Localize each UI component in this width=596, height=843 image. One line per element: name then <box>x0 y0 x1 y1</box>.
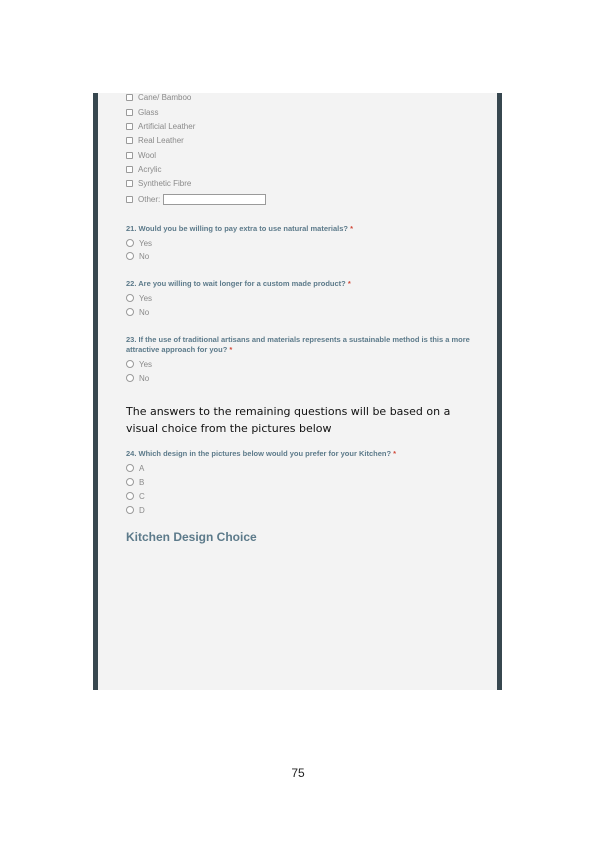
checkbox-icon[interactable] <box>126 166 133 173</box>
radio-icon[interactable] <box>126 252 134 260</box>
option-label: Synthetic Fibre <box>138 178 192 188</box>
radio-icon[interactable] <box>126 360 134 368</box>
radio-option-d[interactable] <box>126 503 145 517</box>
checkbox-option-wool[interactable] <box>126 148 156 162</box>
option-label: C <box>139 491 145 501</box>
checkbox-option-synthetic-fibre[interactable] <box>126 176 191 190</box>
radio-option-a[interactable] <box>126 461 144 475</box>
required-marker: * <box>229 345 233 354</box>
radio-icon[interactable] <box>126 464 134 472</box>
question-text: 21. Would you be willing to pay extra to use natural materials? <box>126 224 348 233</box>
checkbox-icon[interactable] <box>126 94 133 101</box>
other-text-input[interactable] <box>163 194 266 205</box>
option-label: Yes <box>139 238 153 248</box>
required-marker: * <box>347 279 351 288</box>
question-text: 23. If the use of traditional artisans and materials represents a sustainable method is this a more attractive approach for you? <box>126 335 470 354</box>
page-number: 75 <box>291 766 305 780</box>
checkbox-option-artificial-leather[interactable] <box>126 119 195 133</box>
checkbox-icon[interactable] <box>126 196 133 203</box>
radio-icon[interactable] <box>126 492 134 500</box>
question-text: 22. Are you willing to wait longer for a custom made product? <box>126 279 346 288</box>
radio-icon[interactable] <box>126 506 134 514</box>
radio-option-no[interactable] <box>126 305 149 319</box>
radio-option-no[interactable] <box>126 371 149 385</box>
radio-icon[interactable] <box>126 308 134 316</box>
radio-option-no[interactable] <box>126 249 149 263</box>
checkbox-option-real-leather[interactable] <box>126 133 184 147</box>
section-title: Kitchen Design Choice <box>126 530 257 544</box>
option-label: Glass <box>138 107 159 117</box>
option-label: B <box>139 477 145 487</box>
checkbox-option-other[interactable] <box>126 192 266 206</box>
option-label: No <box>139 251 150 261</box>
radio-option-b[interactable] <box>126 475 144 489</box>
checkbox-icon[interactable] <box>126 137 133 144</box>
radio-icon[interactable] <box>126 239 134 247</box>
option-label: Real Leather <box>138 135 184 145</box>
radio-option-yes[interactable] <box>126 291 152 305</box>
radio-icon[interactable] <box>126 294 134 302</box>
option-label: No <box>139 373 150 383</box>
checkbox-option-glass[interactable] <box>126 105 158 119</box>
radio-icon[interactable] <box>126 478 134 486</box>
question-23 <box>126 335 476 355</box>
required-marker: * <box>393 449 397 458</box>
option-label: Wool <box>138 150 157 160</box>
checkbox-icon[interactable] <box>126 123 133 130</box>
radio-icon[interactable] <box>126 374 134 382</box>
option-label: Other: <box>138 194 161 204</box>
option-label: Yes <box>139 359 153 369</box>
radio-option-yes[interactable] <box>126 357 152 371</box>
option-label: A <box>139 463 145 473</box>
question-21 <box>126 224 476 234</box>
checkbox-icon[interactable] <box>126 152 133 159</box>
radio-option-yes[interactable] <box>126 236 152 250</box>
question-text: 24. Which design in the pictures below would you prefer for your Kitchen? <box>126 449 392 458</box>
option-label: Yes <box>139 293 153 303</box>
instruction-note: The answers to the remaining questions will be based on a visual choice from the pictures below <box>126 405 451 435</box>
form-frame <box>93 93 502 690</box>
checkbox-icon[interactable] <box>126 180 133 187</box>
option-label: D <box>139 505 145 515</box>
checkbox-icon[interactable] <box>126 109 133 116</box>
option-label: No <box>139 307 150 317</box>
required-marker: * <box>350 224 354 233</box>
radio-option-c[interactable] <box>126 489 145 503</box>
checkbox-option-acrylic[interactable] <box>126 162 162 176</box>
question-22 <box>126 279 476 289</box>
option-label: Artificial Leather <box>138 121 196 131</box>
checkbox-option-cane-bamboo[interactable] <box>126 90 191 104</box>
option-label: Acrylic <box>138 164 162 174</box>
option-label: Cane/ Bamboo <box>138 92 192 102</box>
question-24 <box>126 449 476 459</box>
